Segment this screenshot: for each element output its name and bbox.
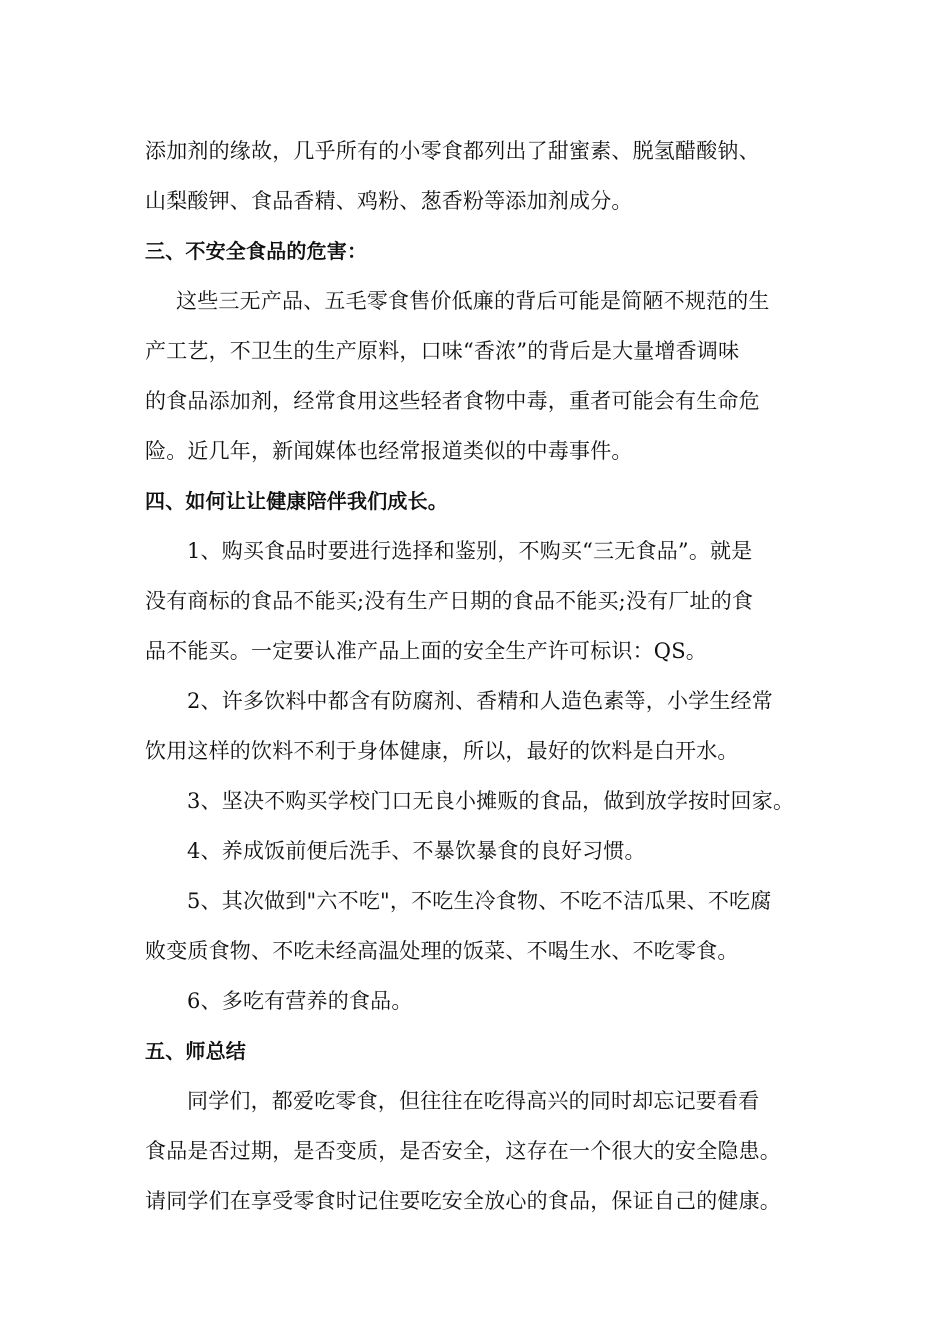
list-item-line: 饮用这样的饮料不利于身体健康，所以，最好的饮料是白开水。 [145, 739, 739, 763]
list-item-line: 6、多吃有营养的食品。 [187, 989, 413, 1013]
list-item-line: 5、其次做到"六不吃"，不吃生冷食物、不吃不洁瓜果、不吃腐 [187, 889, 772, 913]
paragraph-line: 同学们，都爱吃零食，但往往在吃得高兴的同时却忘记要看看 [187, 1089, 760, 1113]
list-item-line: 败变质食物、不吃未经高温处理的饭菜、不喝生水、不吃零食。 [145, 939, 739, 963]
paragraph-line: 险。近几年，新闻媒体也经常报道类似的中毒事件。 [145, 439, 633, 463]
paragraph-line: 产工艺，不卫生的生产原料，口味“香浓”的背后是大量增香调味 [145, 339, 740, 363]
paragraph-line: 添加剂的缘故，几乎所有的小零食都列出了甜蜜素、脱氢醋酸钠、 [145, 139, 760, 163]
paragraph-line: 山梨酸钾、食品香精、鸡粉、葱香粉等添加剂成分。 [145, 189, 633, 213]
list-item-line: 2、许多饮料中都含有防腐剂、香精和人造色素等，小学生经常 [187, 689, 773, 713]
section-heading: 四、如何让让健康陪伴我们成长。 [145, 489, 448, 513]
list-item-line: 1、购买食品时要进行选择和鉴别，不购买“三无食品”。就是 [187, 539, 753, 563]
list-item-line: 品不能买。一定要认准产品上面的安全生产许可标识：QS。 [145, 639, 708, 663]
section-heading: 三、不安全食品的危害： [145, 239, 368, 263]
section-heading: 五、师总结 [145, 1039, 246, 1063]
paragraph-line: 请同学们在享受零食时记住要吃安全放心的食品，保证自己的健康。 [145, 1189, 781, 1213]
list-item-line: 4、养成饭前便后洗手、不暴饮暴食的良好习惯。 [187, 839, 646, 863]
list-item-line: 3、坚决不购买学校门口无良小摊贩的食品，做到放学按时回家。 [187, 789, 795, 813]
list-item-line: 没有商标的食品不能买;没有生产日期的食品不能买;没有厂址的食 [145, 589, 754, 613]
paragraph-line: 的食品添加剂，经常食用这些轻者食物中毒，重者可能会有生命危 [145, 389, 760, 413]
paragraph-line: 食品是否过期，是否变质，是否安全，这存在一个很大的安全隐患。 [145, 1139, 781, 1163]
paragraph-line: 这些三无产品、五毛零食售价低廉的背后可能是简陋不规范的生 [176, 289, 770, 313]
